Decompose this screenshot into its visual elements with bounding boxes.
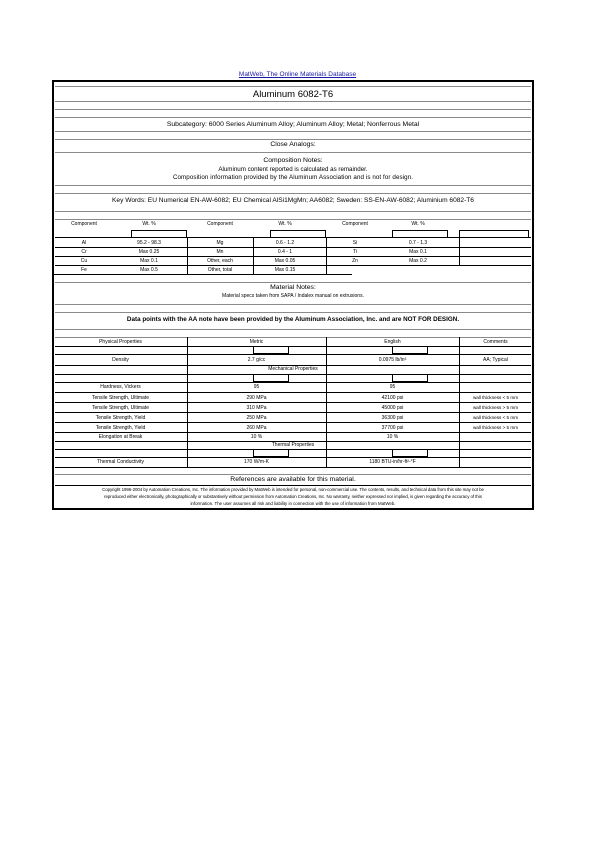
component-wt: 0.4 - 1 (277, 249, 293, 255)
component-wt: Max 0.1 (140, 258, 158, 264)
component-name: Cu (80, 258, 88, 264)
rule (55, 109, 531, 110)
rule (55, 101, 531, 102)
component-name: Ti (353, 249, 357, 255)
property-metric: 2.7 g/cc (247, 357, 266, 363)
rule (253, 237, 254, 275)
rule (459, 237, 460, 265)
keywords: Key Words: EU Numerical EN-AW-6082; EU Chemical AlSi1MgMn; AA6082; Sweden: SS-EN-AW-6082; Aluminium 6082-T6 (112, 197, 474, 204)
rule (55, 329, 531, 330)
rule (55, 467, 531, 468)
property-name: Elongation at Break (98, 434, 143, 440)
references-note: References are available for this material. (230, 476, 356, 483)
datasheet-frame (52, 80, 534, 510)
thermal-properties-heading: Thermal Properties (271, 442, 315, 448)
col-physical-properties: Physical Properties (99, 339, 142, 345)
property-name: Tensile Strength, Yield (95, 425, 146, 431)
component-name: Other, each (207, 258, 233, 264)
rule (55, 265, 531, 266)
property-english: 10 % (386, 434, 399, 440)
empty-cell (253, 346, 289, 354)
rule (55, 139, 531, 140)
rule (55, 193, 531, 194)
rule (55, 117, 531, 118)
property-comment: wall thickness > 5 mm (472, 425, 519, 430)
rule (55, 312, 531, 313)
component-wt: 0.6 - 1.2 (275, 240, 295, 246)
col-metric: Metric (249, 339, 264, 345)
empty-cell (253, 449, 289, 457)
property-english: 1180 BTU-in/hr-ft²-°F (369, 459, 416, 465)
component-name: Mg (216, 240, 224, 246)
rule (326, 237, 327, 275)
material-notes-heading: Material Notes: (270, 284, 316, 291)
close-analogs: Close Analogs: (270, 141, 316, 148)
rule (55, 185, 531, 186)
rule (54, 274, 352, 275)
component-wt: Max 0.05 (274, 258, 296, 264)
property-comment: AA; Typical (483, 357, 508, 363)
component-name: Zn (352, 258, 358, 264)
component-wt: Max 0.25 (138, 249, 160, 255)
component-name: Other, total (207, 267, 233, 273)
rule (187, 337, 188, 467)
rule (55, 152, 531, 153)
component-wt: Max 0.1 (409, 249, 427, 255)
property-english: 45000 psi (381, 405, 404, 411)
matweb-link[interactable]: MatWeb, The Online Materials Database (238, 71, 357, 78)
property-metric: 310 MPa (246, 405, 267, 411)
component-name: Mn (216, 249, 224, 255)
col-wt-percent: Wt. % (142, 221, 156, 227)
property-english: 95 (389, 384, 396, 390)
component-wt: Max 0.5 (140, 267, 158, 273)
copyright-line: Copyright 1996-2004 by Automation Creations, Inc. The information provided by MatWeb is intended for personal, non-commercial use. The contents, results, and technical data from this site may not be (102, 487, 484, 492)
property-comment: wall thickness > 5 mm (472, 405, 519, 410)
col-component: Component (207, 221, 233, 227)
aa-note: Data points with the AA note have been provided by the Aluminum Association, Inc. and are NOT FOR DESIGN. (126, 316, 460, 323)
empty-cell (392, 449, 428, 457)
mechanical-properties-heading: Mechanical Properties (268, 366, 318, 372)
property-comment: wall thickness < 5 mm (472, 415, 519, 420)
col-english: English (384, 339, 401, 345)
property-name: Hardness, Vickers (100, 384, 141, 390)
col-component: Component (71, 221, 97, 227)
component-name: Cr (81, 249, 87, 255)
property-metric: 250 MPa (246, 415, 267, 421)
property-name: Density (112, 357, 129, 363)
composition-note-line: Composition information provided by the Aluminum Association and is not for design. (172, 174, 414, 181)
rule (55, 219, 531, 220)
composition-notes-heading: Composition Notes: (263, 157, 323, 164)
rule (55, 474, 531, 475)
rule (55, 304, 531, 305)
rule (55, 485, 531, 486)
rule (55, 211, 531, 212)
material-title: Aluminum 6082-T6 (252, 89, 334, 100)
rule (55, 131, 531, 132)
component-name: Al (81, 240, 87, 246)
copyright-line: information. The user assumes all risk and liability in connection with the use of information from MatWeb. (190, 501, 396, 506)
component-wt: Max 0.15 (274, 267, 296, 273)
component-wt: 95.2 - 98.3 (137, 240, 161, 246)
property-comment: wall thickness < 5 mm (472, 395, 519, 400)
component-wt: 0.7 - 1.3 (408, 240, 428, 246)
property-name: Tensile Strength, Yield (95, 415, 146, 421)
component-name: Si (352, 240, 358, 246)
property-metric: 170 W/m-K (243, 459, 269, 465)
rule (55, 86, 531, 87)
property-name: Tensile Strength, Ultimate (92, 395, 149, 401)
empty-cell (392, 374, 428, 382)
property-name: Tensile Strength, Ultimate (92, 405, 149, 411)
property-english: 42100 psi (381, 395, 404, 401)
property-metric: 260 MPa (246, 425, 267, 431)
property-english: 0.0975 lb/in³ (378, 357, 407, 363)
col-comments: Comments (483, 339, 508, 345)
material-notes-text: Material specs taken from SAPA / Indalex manual on extrusions. (222, 293, 364, 299)
property-name: Thermal Conductivity (97, 459, 144, 465)
property-metric: 290 MPa (246, 395, 267, 401)
rule (326, 337, 327, 467)
rule (55, 282, 531, 283)
property-english: 37700 psi (381, 425, 404, 431)
component-name: Fe (81, 267, 87, 273)
col-wt-percent: Wt. % (278, 221, 292, 227)
empty-cell (253, 374, 289, 382)
col-component: Component (342, 221, 368, 227)
composition-note-line: Aluminum content reported is calculated as remainder. (218, 166, 368, 173)
property-english: 36300 psi (381, 415, 404, 421)
component-wt: Max 0.2 (409, 258, 427, 264)
subcategory: Subcategory: 6000 Series Aluminum Alloy; Aluminum Alloy; Metal; Nonferrous Metal (166, 121, 420, 128)
col-wt-percent: Wt. % (411, 221, 425, 227)
property-metric: 10 % (250, 434, 263, 440)
property-metric: 95 (253, 384, 260, 390)
copyright-line: reproduced either electronically, photographically or substantively without permission from Automation Creations, Inc. No warranty, neither expressed nor implied, is given regarding the accuracy of this (104, 494, 482, 499)
empty-cell (392, 346, 428, 354)
rule (187, 237, 188, 275)
rule (459, 337, 460, 467)
